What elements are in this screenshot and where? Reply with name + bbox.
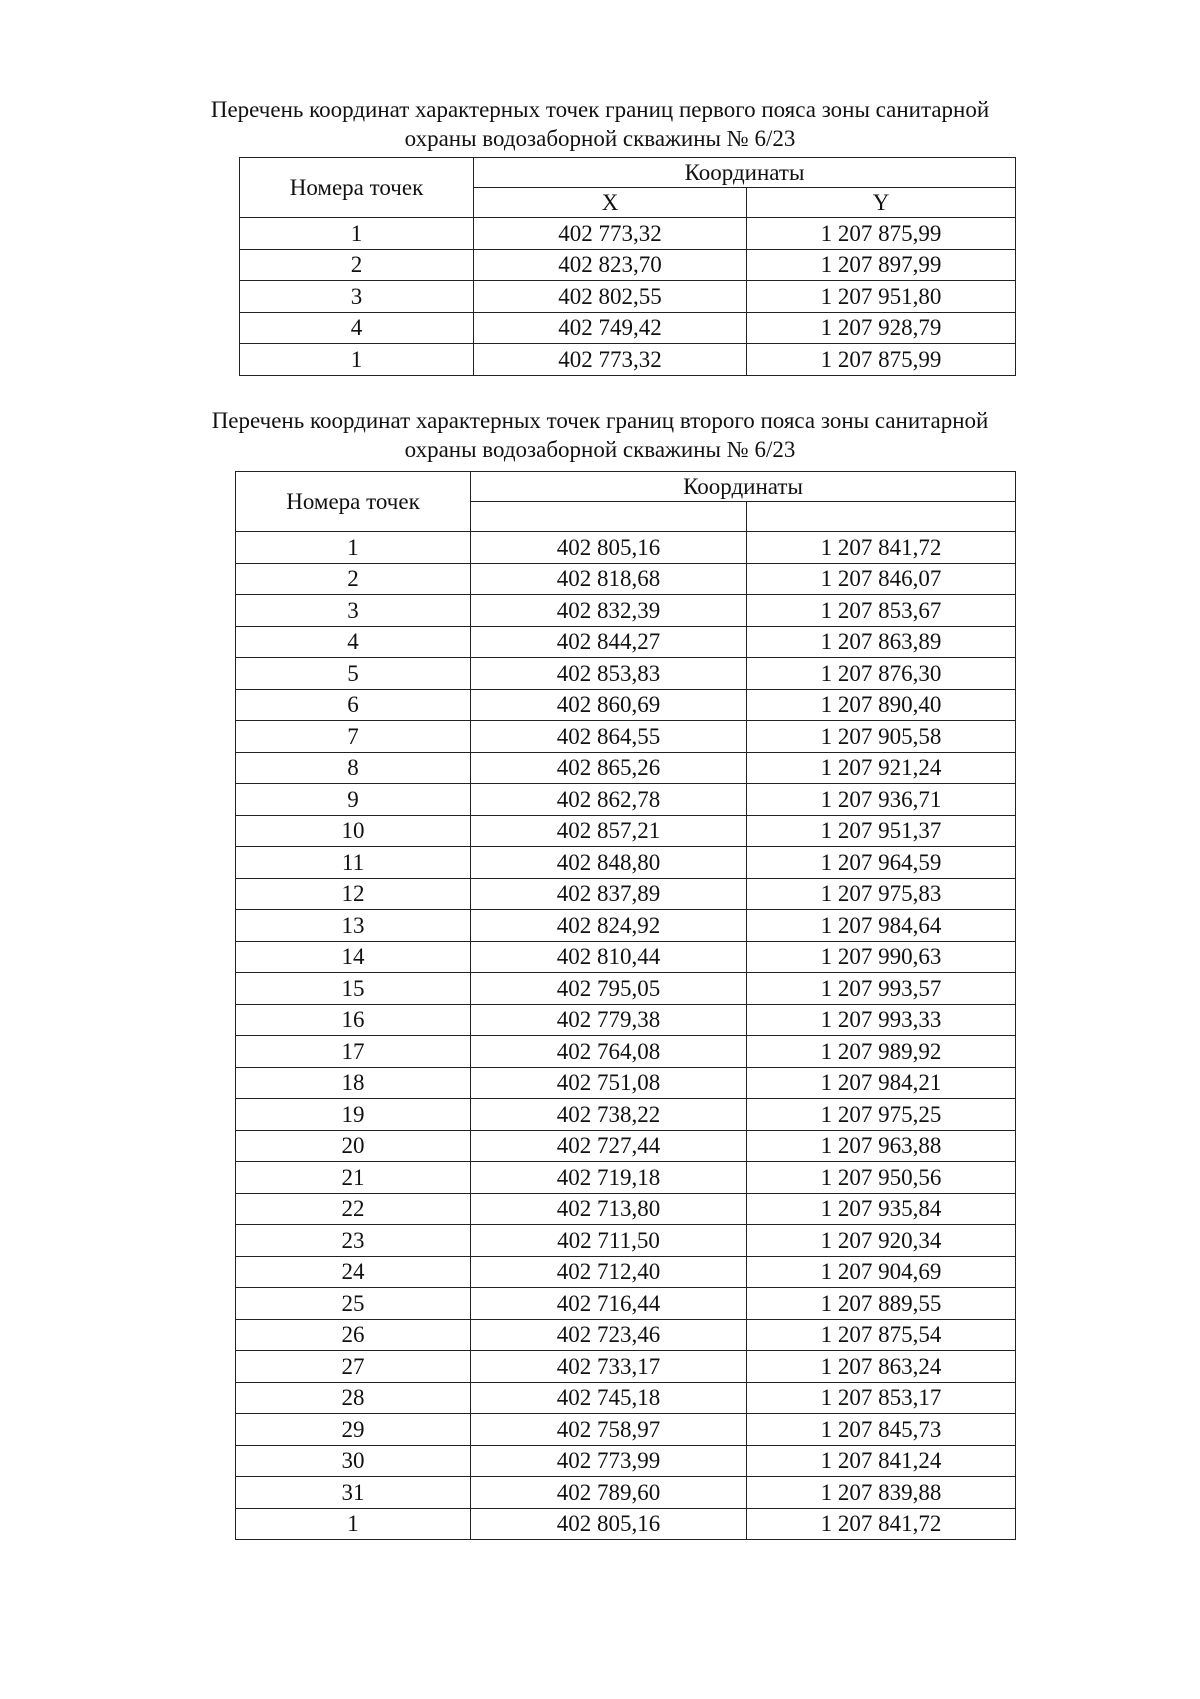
y-coordinate-cell: 1 207 853,67 [747, 595, 1016, 627]
y-coordinate-cell: 1 207 921,24 [747, 752, 1016, 784]
y-coordinate-cell: 1 207 951,37 [747, 815, 1016, 847]
x-coordinate-cell: 402 795,05 [471, 973, 747, 1005]
table-row [240, 249, 1016, 281]
point-number-cell: 27 [236, 1351, 471, 1383]
point-number-cell: 13 [236, 910, 471, 942]
point-number-cell: 10 [236, 815, 471, 847]
x-coordinate-cell: 402 773,32 [474, 344, 747, 376]
y-coordinate-cell: 1 207 845,73 [747, 1414, 1016, 1446]
x-coordinate-cell: 402 862,78 [471, 784, 747, 816]
table2-title-line1: Перечень координат характерных точек границ второго пояса зоны санитарной [211, 408, 989, 433]
point-number-cell: 19 [236, 1099, 471, 1131]
table-row [236, 847, 1016, 879]
y-coordinate-cell: 1 207 935,84 [747, 1193, 1016, 1225]
y-coordinate-cell: 1 207 963,88 [747, 1130, 1016, 1162]
point-number-cell: 5 [236, 658, 471, 690]
x-coordinate-cell: 402 738,22 [471, 1099, 747, 1131]
table-row [236, 1319, 1016, 1351]
point-number-cell: 18 [236, 1067, 471, 1099]
table1-header-y: Y [747, 188, 1016, 218]
y-coordinate-cell: 1 207 905,58 [747, 721, 1016, 753]
x-coordinate-cell: 402 773,99 [471, 1445, 747, 1477]
point-number-cell: 1 [240, 344, 474, 376]
point-number-cell: 22 [236, 1193, 471, 1225]
x-coordinate-cell: 402 818,68 [471, 563, 747, 595]
table-row [236, 595, 1016, 627]
x-coordinate-cell: 402 779,38 [471, 1004, 747, 1036]
x-coordinate-cell: 402 823,70 [474, 249, 747, 281]
point-number-cell: 31 [236, 1477, 471, 1509]
y-coordinate-cell: 1 207 841,72 [747, 1508, 1016, 1540]
point-number-cell: 1 [236, 1508, 471, 1540]
table-row [236, 941, 1016, 973]
y-coordinate-cell: 1 207 936,71 [747, 784, 1016, 816]
table-row [236, 1288, 1016, 1320]
y-coordinate-cell: 1 207 951,80 [747, 281, 1016, 313]
x-coordinate-cell: 402 805,16 [471, 1508, 747, 1540]
y-coordinate-cell: 1 207 920,34 [747, 1225, 1016, 1257]
table2-header-points: Номера точек [236, 472, 471, 532]
point-number-cell: 6 [236, 689, 471, 721]
table2-header-x [471, 502, 747, 532]
table-row [236, 1067, 1016, 1099]
y-coordinate-cell: 1 207 863,24 [747, 1351, 1016, 1383]
point-number-cell: 17 [236, 1036, 471, 1068]
x-coordinate-cell: 402 712,40 [471, 1256, 747, 1288]
table1-header-coords: Координаты [474, 158, 1016, 188]
table1-title [0, 95, 1200, 153]
table2-header-coords: Координаты [471, 472, 1016, 502]
y-coordinate-cell: 1 207 928,79 [747, 312, 1016, 344]
y-coordinate-cell: 1 207 846,07 [747, 563, 1016, 595]
y-coordinate-cell: 1 207 984,21 [747, 1067, 1016, 1099]
x-coordinate-cell: 402 789,60 [471, 1477, 747, 1509]
y-coordinate-cell: 1 207 984,64 [747, 910, 1016, 942]
point-number-cell: 29 [236, 1414, 471, 1446]
y-coordinate-cell: 1 207 975,25 [747, 1099, 1016, 1131]
table1-title-line2: охраны водозаборной скважины № 6/23 [404, 126, 796, 151]
point-number-cell: 12 [236, 878, 471, 910]
y-coordinate-cell: 1 207 975,83 [747, 878, 1016, 910]
point-number-cell: 16 [236, 1004, 471, 1036]
point-number-cell: 4 [236, 626, 471, 658]
table2-coordinates [235, 471, 1016, 1540]
point-number-cell: 8 [236, 752, 471, 784]
point-number-cell: 15 [236, 973, 471, 1005]
y-coordinate-cell: 1 207 839,88 [747, 1477, 1016, 1509]
point-number-cell: 11 [236, 847, 471, 879]
x-coordinate-cell: 402 864,55 [471, 721, 747, 753]
x-coordinate-cell: 402 853,83 [471, 658, 747, 690]
point-number-cell: 28 [236, 1382, 471, 1414]
point-number-cell: 1 [240, 218, 474, 250]
table-row [236, 1445, 1016, 1477]
point-number-cell: 23 [236, 1225, 471, 1257]
x-coordinate-cell: 402 837,89 [471, 878, 747, 910]
point-number-cell: 1 [236, 532, 471, 564]
x-coordinate-cell: 402 764,08 [471, 1036, 747, 1068]
table-row [236, 626, 1016, 658]
x-coordinate-cell: 402 758,97 [471, 1414, 747, 1446]
x-coordinate-cell: 402 865,26 [471, 752, 747, 784]
x-coordinate-cell: 402 719,18 [471, 1162, 747, 1194]
y-coordinate-cell: 1 207 890,40 [747, 689, 1016, 721]
x-coordinate-cell: 402 824,92 [471, 910, 747, 942]
point-number-cell: 30 [236, 1445, 471, 1477]
point-number-cell: 2 [236, 563, 471, 595]
table-row [236, 1162, 1016, 1194]
table-row [240, 312, 1016, 344]
x-coordinate-cell: 402 844,27 [471, 626, 747, 658]
y-coordinate-cell: 1 207 875,99 [747, 218, 1016, 250]
y-coordinate-cell: 1 207 853,17 [747, 1382, 1016, 1414]
table-row [236, 689, 1016, 721]
table-row [236, 1225, 1016, 1257]
x-coordinate-cell: 402 857,21 [471, 815, 747, 847]
y-coordinate-cell: 1 207 897,99 [747, 249, 1016, 281]
x-coordinate-cell: 402 805,16 [471, 532, 747, 564]
y-coordinate-cell: 1 207 875,99 [747, 344, 1016, 376]
table-row [236, 1004, 1016, 1036]
point-number-cell: 25 [236, 1288, 471, 1320]
table-row [236, 1099, 1016, 1131]
y-coordinate-cell: 1 207 950,56 [747, 1162, 1016, 1194]
y-coordinate-cell: 1 207 964,59 [747, 847, 1016, 879]
table-row [236, 563, 1016, 595]
table2-body [236, 532, 1016, 1540]
x-coordinate-cell: 402 749,42 [474, 312, 747, 344]
table1-body [240, 218, 1016, 376]
table-row [236, 910, 1016, 942]
x-coordinate-cell: 402 733,17 [471, 1351, 747, 1383]
table-row [236, 973, 1016, 1005]
table-row [240, 281, 1016, 313]
table2-title [0, 406, 1200, 464]
table-row [236, 1193, 1016, 1225]
table-row [240, 218, 1016, 250]
table1-title-line1: Перечень координат характерных точек границ первого пояса зоны санитарной [210, 97, 990, 122]
x-coordinate-cell: 402 860,69 [471, 689, 747, 721]
x-coordinate-cell: 402 802,55 [474, 281, 747, 313]
y-coordinate-cell: 1 207 841,24 [747, 1445, 1016, 1477]
x-coordinate-cell: 402 751,08 [471, 1067, 747, 1099]
point-number-cell: 14 [236, 941, 471, 973]
point-number-cell: 24 [236, 1256, 471, 1288]
table-row [236, 1477, 1016, 1509]
x-coordinate-cell: 402 727,44 [471, 1130, 747, 1162]
y-coordinate-cell: 1 207 993,33 [747, 1004, 1016, 1036]
y-coordinate-cell: 1 207 863,89 [747, 626, 1016, 658]
table-row [240, 344, 1016, 376]
table-row [236, 1130, 1016, 1162]
table-row [236, 532, 1016, 564]
x-coordinate-cell: 402 848,80 [471, 847, 747, 879]
table2-title-line2: охраны водозаборной скважины № 6/23 [404, 437, 796, 462]
table-row [236, 752, 1016, 784]
table1-coordinates [239, 157, 1016, 376]
y-coordinate-cell: 1 207 990,63 [747, 941, 1016, 973]
y-coordinate-cell: 1 207 876,30 [747, 658, 1016, 690]
table-row [236, 1256, 1016, 1288]
y-coordinate-cell: 1 207 889,55 [747, 1288, 1016, 1320]
table-row [236, 1414, 1016, 1446]
table-row [236, 1508, 1016, 1540]
table2-header-y [747, 502, 1016, 532]
y-coordinate-cell: 1 207 993,57 [747, 973, 1016, 1005]
x-coordinate-cell: 402 773,32 [474, 218, 747, 250]
point-number-cell: 9 [236, 784, 471, 816]
y-coordinate-cell: 1 207 989,92 [747, 1036, 1016, 1068]
point-number-cell: 2 [240, 249, 474, 281]
y-coordinate-cell: 1 207 875,54 [747, 1319, 1016, 1351]
table-row [236, 1351, 1016, 1383]
x-coordinate-cell: 402 711,50 [471, 1225, 747, 1257]
point-number-cell: 21 [236, 1162, 471, 1194]
table-row [236, 1382, 1016, 1414]
table1-header-points: Номера точек [240, 158, 474, 218]
table-row [236, 658, 1016, 690]
y-coordinate-cell: 1 207 841,72 [747, 532, 1016, 564]
table1-header-x: X [474, 188, 747, 218]
point-number-cell: 3 [240, 281, 474, 313]
x-coordinate-cell: 402 745,18 [471, 1382, 747, 1414]
table-row [236, 878, 1016, 910]
point-number-cell: 4 [240, 312, 474, 344]
table-row [236, 815, 1016, 847]
x-coordinate-cell: 402 713,80 [471, 1193, 747, 1225]
x-coordinate-cell: 402 723,46 [471, 1319, 747, 1351]
table-row [236, 1036, 1016, 1068]
x-coordinate-cell: 402 810,44 [471, 941, 747, 973]
y-coordinate-cell: 1 207 904,69 [747, 1256, 1016, 1288]
point-number-cell: 26 [236, 1319, 471, 1351]
x-coordinate-cell: 402 716,44 [471, 1288, 747, 1320]
point-number-cell: 3 [236, 595, 471, 627]
point-number-cell: 20 [236, 1130, 471, 1162]
table-row [236, 721, 1016, 753]
point-number-cell: 7 [236, 721, 471, 753]
table-row [236, 784, 1016, 816]
x-coordinate-cell: 402 832,39 [471, 595, 747, 627]
